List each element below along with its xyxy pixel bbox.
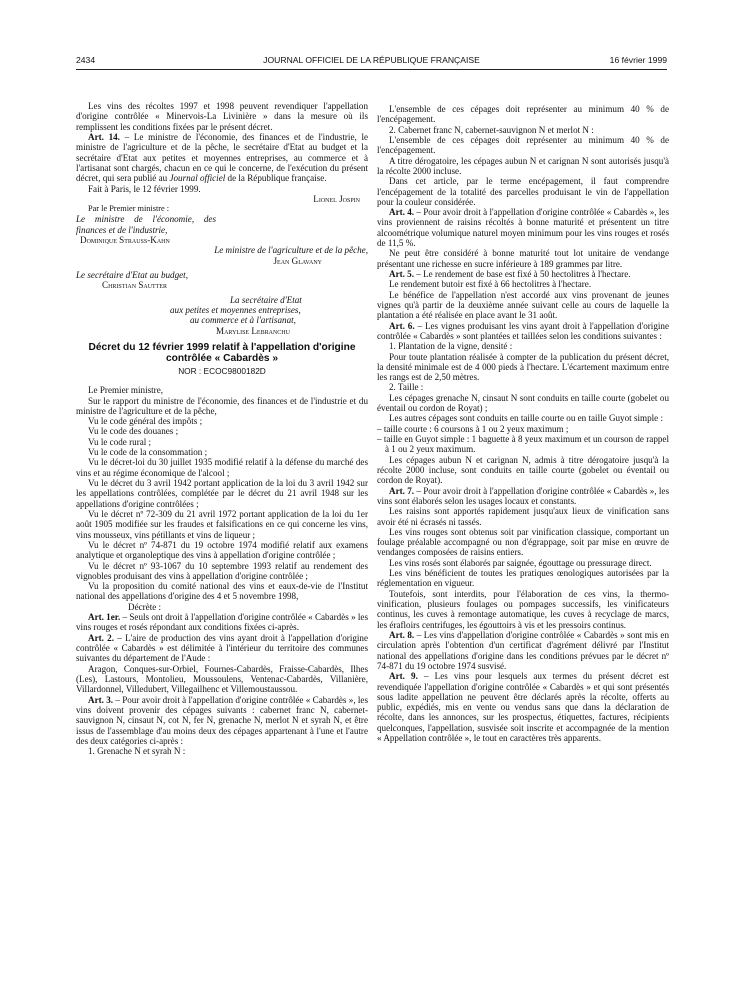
article-label: Art. 2. [88, 632, 114, 643]
article-4 [377, 207, 669, 248]
paragraph: Le Premier ministre, [88, 385, 164, 396]
signatory-name: Marylise Lebranchu [216, 325, 290, 336]
article-3 [76, 695, 368, 747]
paragraph: Les raisins sont apportés rapidement jusqu'aux lieux de vinification sans avoir été ni écrasés ni tassés. [377, 506, 669, 527]
article-text: – Pour avoir droit à l'appellation d'origine contrôlée « Cabardès », les vins sont élaborés selon les usages locaux et constants. [377, 485, 670, 506]
article-label: Art. 3. [88, 694, 114, 705]
signatory-title: La secrétaire d'Etat [230, 294, 302, 305]
dash-list-item: – taille en Guyot simple : 1 baguette à 8 yeux maximum et un courson de rappel à 1 ou 2 yeux maximum. [377, 434, 669, 455]
decree-title: Décret du 12 février 1999 relatif à l'appellation d'origine contrôlée « Cabardès » [88, 341, 356, 365]
nor-reference: NOR : ECOC9800182D [178, 365, 266, 376]
communes-list: Aragon, Conques-sur-Orbiel, Fournes-Cabardès, Fraisse-Cabardès, Ilhes (Les), Lastours, Montolieu, Moussoulens, Ventenac-Cabardès, Villanière, Villardonnel, Villedubert, Villegailhenc et Villemoustaussou. [76, 663, 368, 695]
paragraph: Le rendement butoir est fixé à 66 hectolitres à l'hectare. [389, 279, 592, 290]
article-label: Art. 6. [389, 320, 415, 331]
article-text: – Seuls ont droit à l'appellation d'origine contrôlée « Cabardès » les vins rouges et rosés répondant aux conditions fixées ci-après. [76, 612, 368, 633]
paragraph: Toutefois, sont interdits, pour l'élaboration de ces vins, la thermo-vinification, plusieurs foulages ou pompages successifs, les vinificateurs continus, les cuves à remontage automatique, les cuves à recyclage de marcs, les érafloirs centrifuges, les égouttoirs à vis et les pressoirs continus. [377, 588, 669, 630]
issue-date: 16 février 1999 [609, 55, 667, 65]
article-6 [377, 321, 669, 342]
signatory-block [76, 295, 368, 336]
article-text: – Les vins d'appellation d'origine contrôlée « Cabardès » sont mis en circulation après l'obtention d'un certificat d'agrément délivré par l'Institut national des appellations d'origine dans les conditions prévues par le décret nº 74-871 du 19 octobre 1974 susvisé. [377, 629, 670, 671]
article-text: – Le rendement de base est fixé à 50 hectolitres à l'hectare. [414, 269, 631, 279]
article-text: – Les vignes produisant les vins ayant droit à l'appellation d'origine contrôlée « Cabardès » sont plantées et taillées selon les conditions suivantes : [377, 320, 669, 341]
paragraph: 1. Plantation de la vigne, densité : [389, 341, 513, 352]
journal-title: JOURNAL OFFICIEL DE LA RÉPUBLIQUE FRANÇAISE [263, 55, 480, 65]
paragraph: Ne peut être considéré à bonne maturité tout lot unitaire de vendange présentant une richesse en sucre inférieure à 189 grammes par litre. [377, 248, 669, 269]
signatory-title: Le ministre de l'économie, des finances et de l'industrie, [76, 214, 216, 235]
paragraph: Les vins rosés sont élaborés par saignée, égouttage ou pressurage direct. [389, 557, 652, 568]
paragraph: 2. Taille : [389, 382, 424, 393]
paragraph: L'ensemble de ces cépages doit représenter au minimum 40 % de l'encépagement. [377, 104, 669, 125]
dash-list-item: – taille courte : 6 coursons à 1 ou 2 yeux maximum ; [377, 423, 569, 434]
article-label: Art. 7. [389, 485, 415, 496]
article-14 [76, 132, 368, 184]
visa: Vu le code des douanes ; [88, 426, 179, 437]
signatory-title: Le ministre de l'agriculture et de la pêche, [214, 245, 368, 256]
paragraph: Pour toute plantation réalisée à compter de la publication du présent décret, la densité minimale est de 4 000 pieds à l'hectare. L'écartement maximum entre les rangs est de 2,50 mètres. [377, 351, 669, 383]
signatory-name: Jean Glavany [273, 255, 322, 266]
paragraph: Le bénéfice de l'appellation n'est accordé aux vins provenant de jeunes vignes qu'à partir de la deuxième année suivant celle au cours de laquelle la plantation a été réalisée en place avant le 31 août. [377, 289, 669, 321]
paragraph: Les vins bénéficient de toutes les pratiques œnologiques autorisées par la réglementation en vigueur. [377, 568, 669, 589]
article-label: Art. 5. [389, 269, 414, 279]
journal-reference: Journal officiel [169, 173, 226, 184]
article-label: Art. 1er. [88, 612, 121, 623]
article-text: – Le ministre de l'économie, des finances et de l'industrie, le ministre de l'agriculture et de la pêche, le secrétaire d'Etat au budget et la secrétaire d'Etat aux petites et moyennes entreprises, au commerce et à l'artisanat sont chargés, chacun en ce qui le concerne, de l'exécution du présent décret, qui sera publié au [76, 131, 369, 184]
article-label: Art. 4. [389, 207, 415, 218]
visa: Vu le décret nº 72-309 du 21 avril 1972 portant application de la loi du 1er août 1905 modifiée sur les fraudes et falsifications en ce qui concerne les vins, vins mousseux, vins pétillants et vins de liqueur ; [76, 508, 368, 540]
signatory-name: Lionel Jospin [313, 193, 360, 204]
article-2 [76, 633, 368, 664]
decrete-heading: Décrète : [128, 601, 162, 612]
paragraph: Dans cet article, par le terme encépagement, il faut comprendre l'encépagement de la totalité des parcelles produisant le vin de l'appellation pour la couleur considérée. [377, 176, 669, 207]
article-text-end: de la République française. [225, 173, 327, 184]
paragraph: Sur le rapport du ministre de l'économie, des finances et de l'industrie et du ministre de l'agriculture et de la pêche, [76, 395, 368, 416]
article-label: Art. 14. [88, 131, 120, 142]
page-header [76, 55, 667, 70]
signatory-name: Dominique Strauss-Kahn [80, 235, 170, 246]
visa: Vu le décret nº 74-871 du 19 octobre 1974 modifié relatif aux examens analytique et organoleptique des vins à appellation d'origine contrôlée ; [76, 539, 368, 561]
category-item: 1. Grenache N et syrah N : [88, 746, 186, 757]
visa: Vu la proposition du comité national des vins et eaux-de-vie de l'Institut national des appellations d'origine des 4 et 5 novembre 1998, [76, 581, 368, 602]
article-text: – Pour avoir droit à l'appellation d'origine contrôlée « Cabardès », les vins proviennent de raisins récoltés à bonne maturité et présentent un titre alcoométrique volumique naturel moyen minimum pour les vins rouges et rosés de 11,5 %. [377, 207, 670, 249]
visa: Vu le décret du 3 avril 1942 portant application de la loi du 3 avril 1942 sur les appellations contrôlées, complétée par le décret du 21 avril 1948 sur les appellations d'origine contrôlées ; [76, 478, 368, 509]
article-1 [76, 612, 368, 633]
signature-place-date: Fait à Paris, le 12 février 1999. [88, 183, 201, 194]
article-5 [377, 269, 669, 279]
right-column [377, 104, 669, 743]
article-9 [377, 671, 669, 743]
signatory-role: Par le Premier ministre : [88, 204, 170, 214]
signatory-title: au commerce et à l'artisanat, [190, 315, 296, 326]
visa: Vu le code général des impôts ; [88, 416, 203, 427]
visa: Vu le décret nº 93-1067 du 10 septembre 1993 relatif au rendement des vignobles produisant des vins à appellation d'origine contrôlée ; [76, 560, 368, 581]
paragraph: A titre dérogatoire, les cépages aubun N et carignan N sont autorisés jusqu'à la récolte 2000 incluse. [377, 155, 669, 176]
paragraph: Les autres cépages sont conduits en taille courte ou en taille Guyot simple : [389, 413, 663, 424]
paragraph: Les cépages grenache N, cinsaut N sont conduits en taille courte (gobelet ou éventail ou cordon de Royat) ; [377, 392, 669, 414]
visa: Vu le code de la consommation ; [88, 447, 208, 458]
paragraph: L'ensemble de ces cépages doit représenter au minimum 40 % de l'encépagement. [377, 134, 669, 156]
paragraph: 2. Cabernet franc N, cabernet-sauvignon N et merlot N : [389, 124, 594, 135]
article-8 [377, 630, 669, 671]
page-number: 2434 [76, 55, 96, 65]
article-label: Art. 8. [389, 629, 415, 640]
article-text: – Pour avoir droit à l'appellation d'origine contrôlée « Cabardès », les vins doivent provenir des cépages suivants : cabernet franc N, cabernet-sauvignon N, cinsaut N, cot N, fer N, grenache N, merlot N et syrah N, et être issus de l'assemblage d'au moins deux des cépages appartenant à l'une et l'autre des deux catégories ci-après : [76, 694, 369, 746]
article-label: Art. 9. [389, 671, 418, 682]
paragraph: Les cépages aubun N et carignan N, admis à titre dérogatoire jusqu'à la récolte 2000 incluse, sont conduits en taille courte (gobelet ou éventail ou cordon de Royat). [377, 454, 669, 486]
article-text: – Les vins pour lesquels aux termes du présent décret est revendiquée l'appellation d'origine contrôlée « Cabardès » et qui sont présentés sous ladite appellation ne peuvent être déclarés après la récolte, offerts au public, expédiés, mis en vente ou vendus sans que dans la déclaration de récolte, dans les annonces, sur les prospectus, étiquettes, factures, récipients quelconques, l'appellation, susvisée soit inscrite et accompagnée de la mention « Appellation contrôlée », le tout en caractères très apparents. [377, 671, 670, 744]
signatory-title: Le secrétaire d'Etat au budget, [76, 270, 188, 280]
paragraph: Les vins rouges sont obtenus soit par vinification classique, comportant un foulage préalable accompagné ou non d'égrappage, soit par mise en œuvre de vendanges composées de raisins entiers. [377, 526, 669, 558]
article-7 [377, 486, 669, 507]
article-text: – L'aire de production des vins ayant droit à l'appellation d'origine contrôlée « Cabardès » est délimitée à l'intérieur du territoire des communes suivantes du département de l'Aude : [76, 632, 368, 664]
left-column [76, 101, 368, 756]
visa: Vu le décret-loi du 30 juillet 1935 modifié relatif à la défense du marché des vins et au régime économique de l'alcool ; [76, 457, 368, 478]
signatory-name: Christian Sautter [102, 280, 168, 291]
paragraph: Les vins des récoltes 1997 et 1998 peuvent revendiquer l'appellation d'origine contrôlée « Minervois-La Livinière » dans la mesure où ils remplissent les conditions fixées par le présent décret. [76, 101, 368, 132]
signatory-title: aux petites et moyennes entreprises, [170, 304, 301, 315]
visa: Vu le code rural ; [88, 436, 152, 447]
